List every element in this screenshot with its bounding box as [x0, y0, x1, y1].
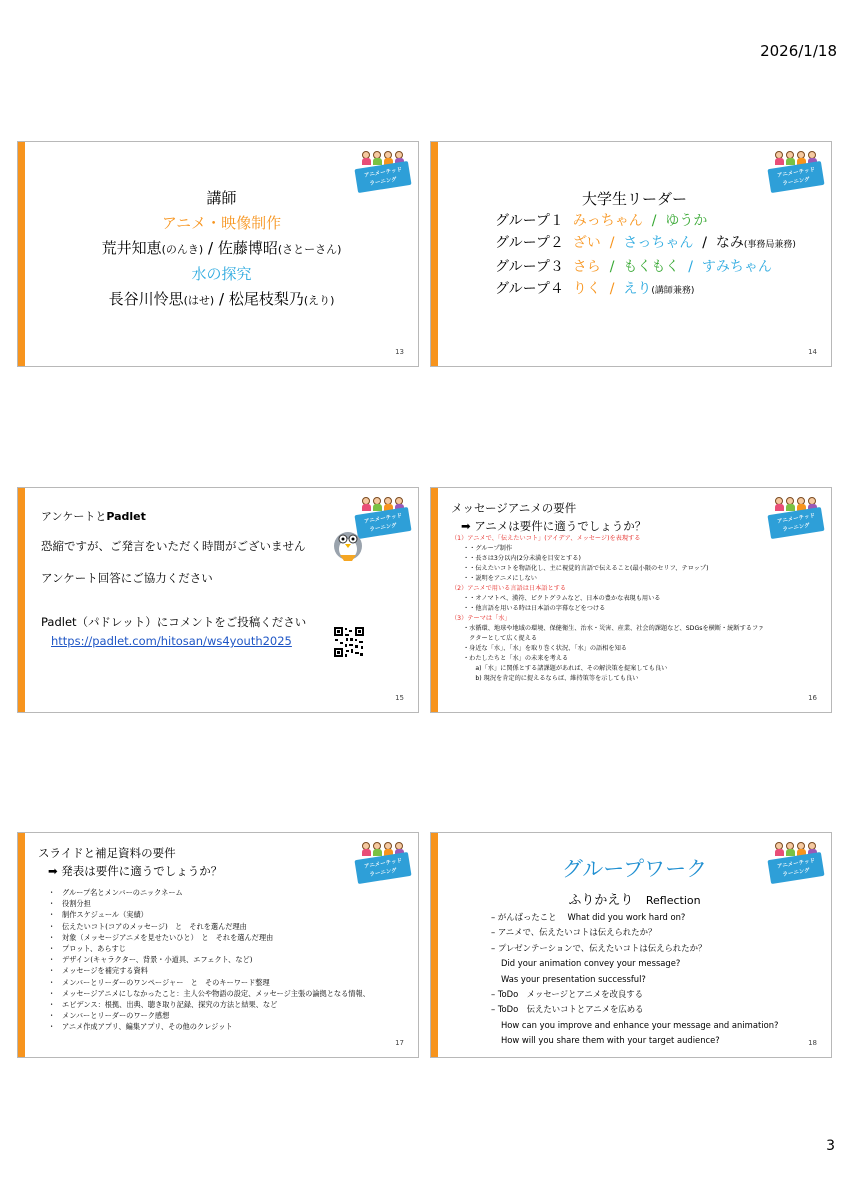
slide-13 — [17, 141, 419, 367]
reflection-item: – ToDo 伝えたいコトとアニメを広める — [491, 1004, 644, 1015]
requirement-heading: （2）アニメで用いる言語は日本語とする — [451, 585, 567, 592]
slide-title: グループワーク — [561, 857, 708, 881]
animated-learning-logo: アニメーテッド ラーニング — [769, 147, 823, 191]
slide-title: スライドと補足資料の要件 — [38, 846, 176, 860]
group-row: グループ３ さら / もくもく / すみちゃん — [495, 259, 772, 275]
slide-number: 13 — [395, 348, 404, 356]
reflection-item: – ToDo メッセージとアニメを改良する — [491, 989, 643, 1000]
animated-learning-logo: アニメーテッド ラーニング — [769, 838, 823, 882]
mascot-icon — [328, 522, 368, 562]
requirement-item: ・・伝えたいコトを物語化し、主に視覚的言語で伝えること(最小限のセリフ、テロップ) — [463, 565, 709, 572]
requirement-item: ・身近な「水」、「水」を取り巻く状況、「水」の語相を知る — [463, 645, 627, 652]
qr-code-icon[interactable] — [333, 626, 365, 658]
list-item: ・ メンバーとリーダーのワンページャー と そのキーワード整理 — [48, 977, 270, 987]
slide-number: 15 — [395, 694, 404, 702]
group-row: グループ２ ざい / さっちゃん / なみ(事務局兼務) — [495, 235, 796, 251]
requirement-item: ・わたしたちと「水」の未来を考える — [463, 655, 569, 662]
group-row: グループ１ みっちゃん / ゆうか — [495, 213, 708, 229]
reflection-item: – プレゼンテーションで、伝えたいコトは伝えられたか？ — [491, 942, 707, 953]
requirement-item: b) 現況を肯定的に捉えるならば、維持策等を示しても良い — [463, 675, 639, 682]
reflection-item: – アニメで、伝えたいコトは伝えられたか？ — [491, 927, 657, 938]
reflection-item: Was your presentation successful? — [501, 973, 646, 984]
reflection-item: – がんばったこと What did you work hard on? — [491, 912, 686, 922]
requirement-item: クターとして広く捉える — [463, 635, 538, 642]
reflection-item: How can you improve and enhance your message and animation? — [501, 1019, 779, 1030]
padlet-link[interactable]: https://padlet.com/hitosan/ws4youth2025 — [51, 634, 292, 648]
group-row: グループ４ りく / えり(講師兼務) — [495, 281, 695, 297]
page-number: 3 — [826, 1138, 835, 1154]
animated-learning-logo: アニメーテッド ラーニング — [356, 838, 410, 882]
list-item: ・ デザイン(キャラクター、背景・小道具、エフェクト、など) — [48, 955, 253, 965]
section-heading: 水の探究 — [191, 265, 252, 283]
lecturer-line: 長谷川怜思(はせ) / 松尾枝梨乃(えり) — [108, 290, 335, 308]
slide-title: アンケートとPadlet — [41, 510, 146, 523]
reflection-item: Did your animation convey your message? — [501, 958, 681, 969]
survey-text: アンケート回答にご協力ください — [41, 571, 213, 585]
list-item: ・ エビデンス：根拠、出典、聴き取り記録、探究の方法と結果、など — [48, 1000, 278, 1010]
slide-number: 16 — [808, 694, 817, 702]
slide-17 — [17, 832, 419, 1058]
requirement-item: ・・グループ制作 — [463, 545, 513, 552]
animated-learning-logo: アニメーテッド ラーニング — [356, 147, 410, 191]
list-item: ・ グループ名とメンバーのニックネーム — [48, 888, 183, 897]
slide-title: 講師 — [206, 189, 237, 207]
list-item: ・ プロット、あらすじ — [48, 944, 126, 954]
animated-learning-logo: アニメーテッド ラーニング — [769, 493, 823, 537]
padlet-text: Padlet（パドレット）にコメントをご投稿ください — [41, 615, 307, 629]
requirement-item: ・・長さは3分以内(2分未満を目安とする) — [463, 555, 581, 562]
list-item: ・ 対象（メッセージアニメを見せたいひと） と それを選んだ理由 — [48, 932, 274, 942]
slide-14 — [430, 141, 832, 367]
slide-title: メッセージアニメの要件 — [451, 501, 577, 515]
slide-number: 18 — [808, 1039, 817, 1047]
slide-number: 17 — [395, 1039, 404, 1047]
requirement-item: ・・オノマトペ、漢符、ピクトグラムなど、日本の豊かな表現も用いる — [463, 595, 661, 602]
slide-title: 大学生リーダー — [581, 190, 687, 208]
list-item: ・ アニメ作成アプリ、編集アプリ、その他のクレジット — [48, 1022, 233, 1032]
notice-text: 恐縮ですが、ご発言をいただく時間がございません — [41, 539, 306, 553]
requirement-item: ・・他言語を用いる時は日本語の字幕などをつける — [463, 605, 606, 612]
requirement-item: a)「水」に関係とする諸課題があれば、その解決策を提案しても良い — [463, 665, 668, 672]
requirement-item: ・・説明をアニメにしない — [463, 575, 537, 582]
reflection-item: How will you share them with your target audience? — [501, 1035, 720, 1046]
slide-subtitle: ➡ 発表は要件に適うでしょうか？ — [48, 864, 223, 878]
slide-subtitle: ふりかえり Reflection — [568, 893, 701, 908]
lecturer-line: 荒井知恵(のんき) / 佐藤博昭(さとーさん) — [101, 239, 342, 257]
animated-learning-logo: アニメーテッド ラーニング — [356, 493, 410, 537]
requirement-heading: （1）アニメで、「伝えたいコト」(アイデア、メッセージ)を表現する — [451, 535, 641, 542]
list-item: ・ メッセージアニメにしなかったこと：主人公や物語の設定、メッセージ主張の論拠となる情報、 — [48, 988, 370, 998]
list-item: ・ 役割分担 — [48, 899, 91, 909]
slide-subtitle: ➡ アニメは要件に適うでしょうか？ — [461, 519, 647, 533]
list-item: ・ メンバーとリーダーのワーク感想 — [48, 1011, 170, 1021]
slide-number: 14 — [808, 348, 817, 356]
list-item: ・ 制作スケジュール（実績） — [48, 910, 148, 920]
slide-18 — [430, 832, 832, 1058]
requirement-item: ・水循環、地球や地域の環境、保健衛生、治水・災害、産業、社会的課題など、SDGsを横断・統断するファ — [463, 625, 765, 632]
section-heading: アニメ・映像制作 — [161, 214, 282, 232]
slide-16 — [430, 487, 832, 713]
requirement-heading: （3）テーマは「水」 — [451, 615, 511, 622]
list-item: ・ メッセージを補完する資料 — [48, 966, 148, 976]
list-item: ・ 伝えたいコト(コアのメッセージ) と それを選んだ理由 — [48, 921, 247, 931]
print-date: 2026/1/18 — [760, 42, 837, 60]
slide-15 — [17, 487, 419, 713]
